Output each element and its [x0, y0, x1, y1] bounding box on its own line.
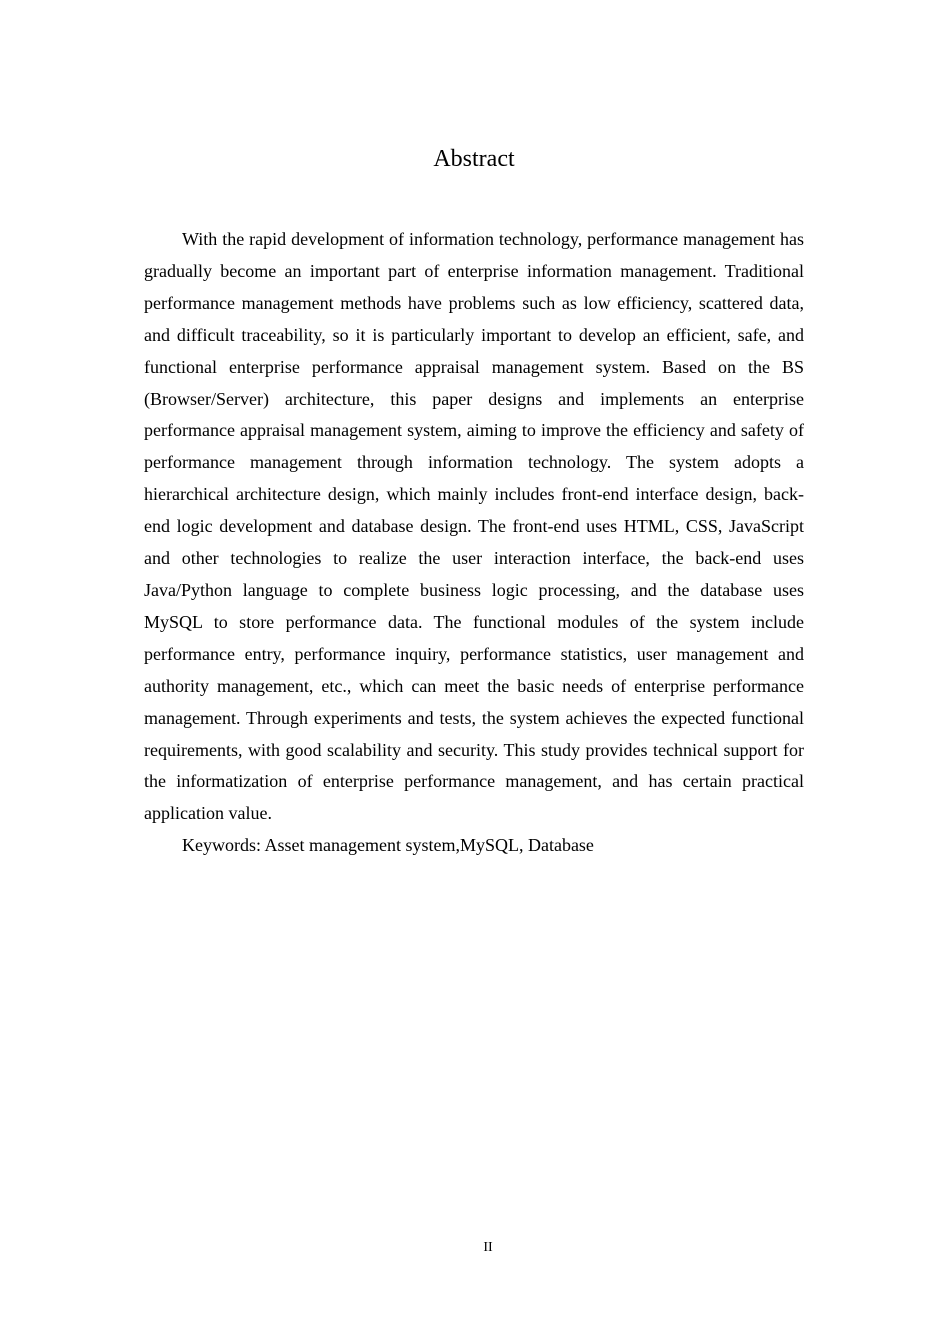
abstract-body	[144, 224, 804, 862]
abstract-paragraph: With the rapid development of information technology, performance management has gradually become an important part of enterprise information management. Traditional performance management methods have problems such as low efficiency, scattered data, and difficult traceability, so it is particularly important to develop an efficient, safe, and functional enterprise performance appraisal management system. Based on the BS (Browser/Server) architecture, this paper designs and implements an enterprise performance appraisal management system, aiming to improve the efficiency and safety of performance management through information technology. The system adopts a hierarchical architecture design, which mainly includes front-end interface design, back-end logic development and database design. The front-end uses HTML, CSS, JavaScript and other technologies to realize the user interaction interface, the back-end uses Java/Python language to complete business logic processing, and the database uses MySQL to store performance data. The functional modules of the system include performance entry, performance inquiry, performance statistics, user management and authority management, etc., which can meet the basic needs of enterprise performance management. Through experiments and tests, the system achieves the expected functional requirements, with good scalability and security. This study provides technical support for the informatization of enterprise performance management, and has certain practical application value.	[144, 229, 804, 824]
page-number: II	[483, 1240, 493, 1255]
abstract-title: Abstract	[433, 146, 515, 172]
keywords-line: Keywords: Asset management system,MySQL, Database	[182, 835, 594, 856]
